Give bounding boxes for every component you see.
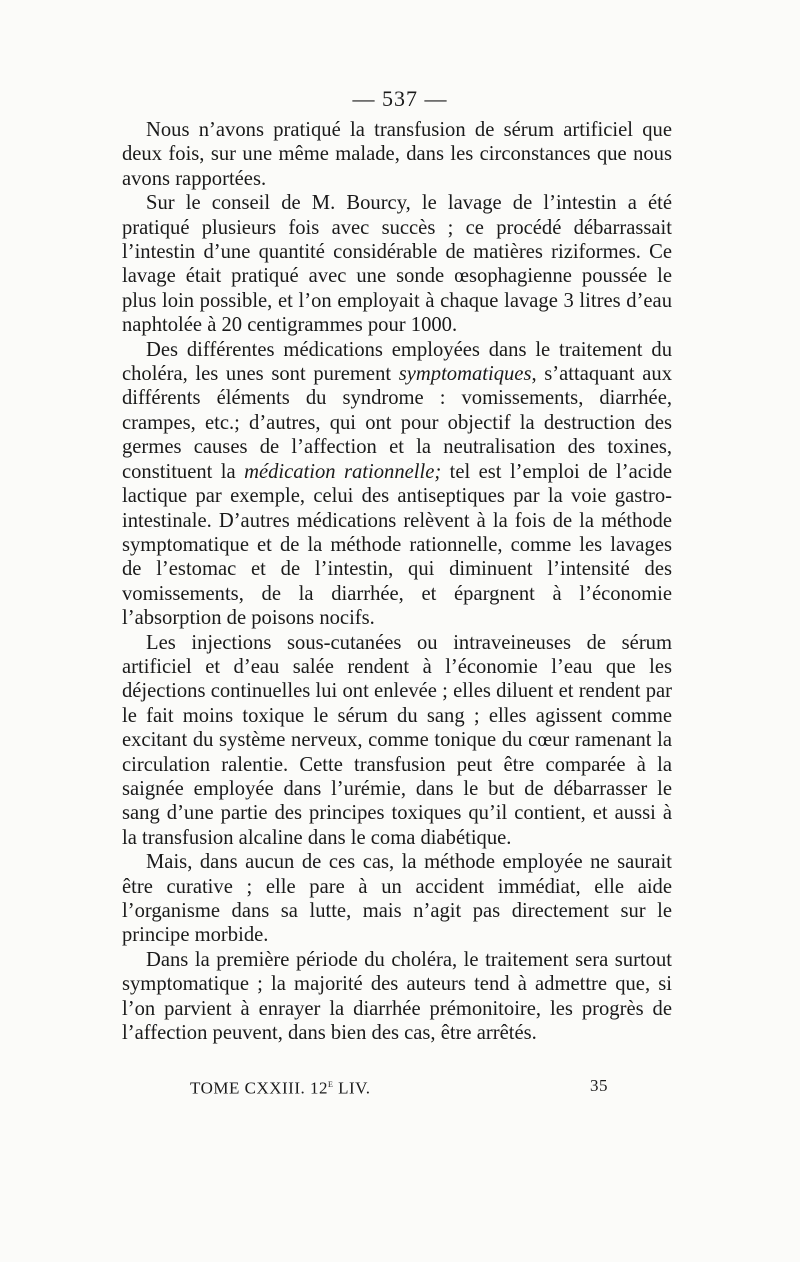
emphasis-symptomatiques: symptomatiques	[398, 363, 532, 386]
footer-issue-label: LIV.	[338, 1078, 371, 1098]
paragraph-text: , s’attaquant aux différents éléments du syndrome : vomissements, diarrhée, crampes, etc.; d’autres, qui ont pour objectif la destruction des germes causes de l’affection et la neutralisation des toxines, constituent la	[122, 363, 672, 483]
paragraph-lavage	[122, 191, 672, 337]
paragraph-text: Dans la première période du choléra, le traitement sera surtout symptomatique ; la majorité des auteurs tend à admettre que, si l’on parvient à enrayer la diarrhée prémonitoire, les progrès de l’affection peuvent, dans bien des cas, être arrêtés.	[122, 948, 672, 1045]
paragraph-curative	[122, 850, 672, 948]
paragraph-text: Sur le conseil de M. Bourcy, le lavage de l’intestin a été pratiqué plusieurs fois avec succès ; ce procédé débarrassait l’intestin d’une quantité considérable de matières riziformes. Ce lavage était pratiqué avec une sonde œsophagienne poussée le plus loin possible, et l’on employait à chaque lavage 3 litres d’eau naphtolée à 20 centigrammes pour 1000.	[122, 192, 672, 337]
paragraph-text: Des différentes médications employées dans le traitement du choléra, les unes sont purement	[122, 338, 672, 386]
paragraph-injections	[122, 631, 672, 851]
paragraph-premiere-periode	[122, 948, 672, 1046]
footer-issue-sup: e	[327, 1076, 334, 1090]
page-number: — 537 —	[352, 86, 448, 111]
paragraph-text: tel est l’emploi de l’acide lactique par exemple, celui des antiseptiques par la voie gastro-intestinale. D’autres médications relèvent à la fois de la méthode symptomatique et de la méthode rationnelle, comme les lavages de l’estomac et de l’intestin, qui diminuent l’intensité des vomissements, de la diarrhée, et épargnent à l’économie l’absorption de poisons nocifs.	[122, 460, 673, 630]
paragraph-text: Les injections sous-cutanées ou intraveineuses de sérum artificiel et d’eau salée rendent à l’économie l’eau que les déjections continuelles lui ont enlevée ; elles diluent et rendent par le fait moins toxique le sérum du sang ; elles agissent comme excitant du système nerveux, comme tonique du cœur ramenant la circulation ralentie. Cette transfusion peut être comparée à la saignée employée dans l’urémie, dans le but de débarrasser le sang d’une partie des principes toxiques qu’il contient, et aussi à la transfusion alcaline dans le coma diabétique.	[122, 631, 672, 849]
paragraph-text: Mais, dans aucun de ces cas, la méthode employée ne saurait être curative ; elle pare à un accident immédiat, elle aide l’organisme dans sa lutte, mais n’agit pas directement sur le principe morbide.	[122, 851, 672, 947]
body-text	[122, 118, 672, 1045]
footer-issue-number: 12	[309, 1078, 328, 1098]
footer-volume: TOME CXXIII.	[190, 1078, 306, 1098]
paragraph-transfusion	[122, 118, 672, 191]
paragraph-text: Nous n’avons pratiqué la transfusion de sérum artificiel que deux fois, sur une même malade, dans les circonstances que nous avons rapportées.	[122, 119, 672, 190]
footer-volume-issue	[190, 1076, 371, 1099]
footer-signature: 35	[590, 1076, 608, 1095]
emphasis-medication-rationnelle: médication rationnelle;	[244, 460, 442, 483]
paragraph-medications	[122, 338, 672, 631]
